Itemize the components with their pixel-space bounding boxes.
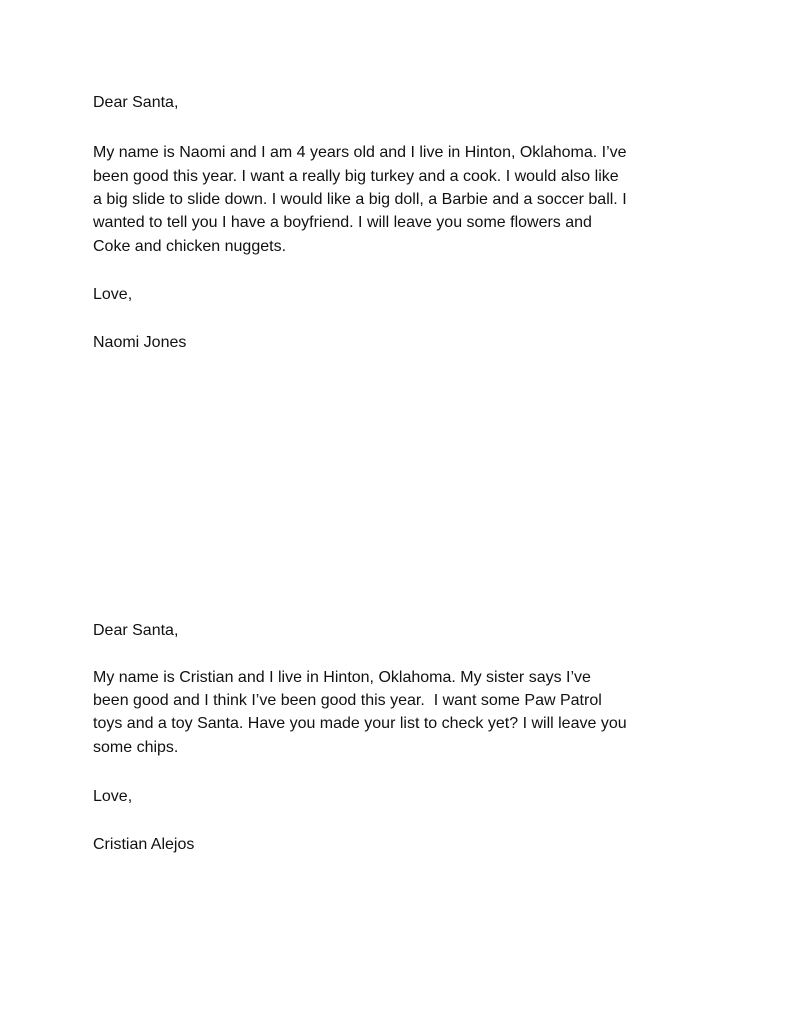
- body-line: some chips.: [93, 739, 179, 756]
- greeting: Dear Santa,: [93, 94, 179, 111]
- closing: Love,: [93, 788, 133, 805]
- closing: Love,: [93, 286, 133, 303]
- signature: Naomi Jones: [93, 334, 187, 351]
- signature: Cristian Alejos: [93, 836, 195, 853]
- body-line: Coke and chicken nuggets.: [93, 238, 287, 255]
- greeting: Dear Santa,: [93, 622, 179, 639]
- body-line: a big slide to slide down. I would like a big doll, a Barbie and a soccer ball. I: [93, 191, 627, 208]
- body-line: been good and I think I’ve been good this year. I want some Paw Patrol: [93, 692, 602, 709]
- body-line: wanted to tell you I have a boyfriend. I will leave you some flowers and: [93, 214, 592, 231]
- body-line: My name is Cristian and I live in Hinton, Oklahoma. My sister says I’ve: [93, 669, 591, 686]
- body-line: My name is Naomi and I am 4 years old and I live in Hinton, Oklahoma. I’ve: [93, 144, 627, 161]
- body-line: toys and a toy Santa. Have you made your list to check yet? I will leave you: [93, 715, 627, 732]
- body-line: been good this year. I want a really big turkey and a cook. I would also like: [93, 168, 619, 185]
